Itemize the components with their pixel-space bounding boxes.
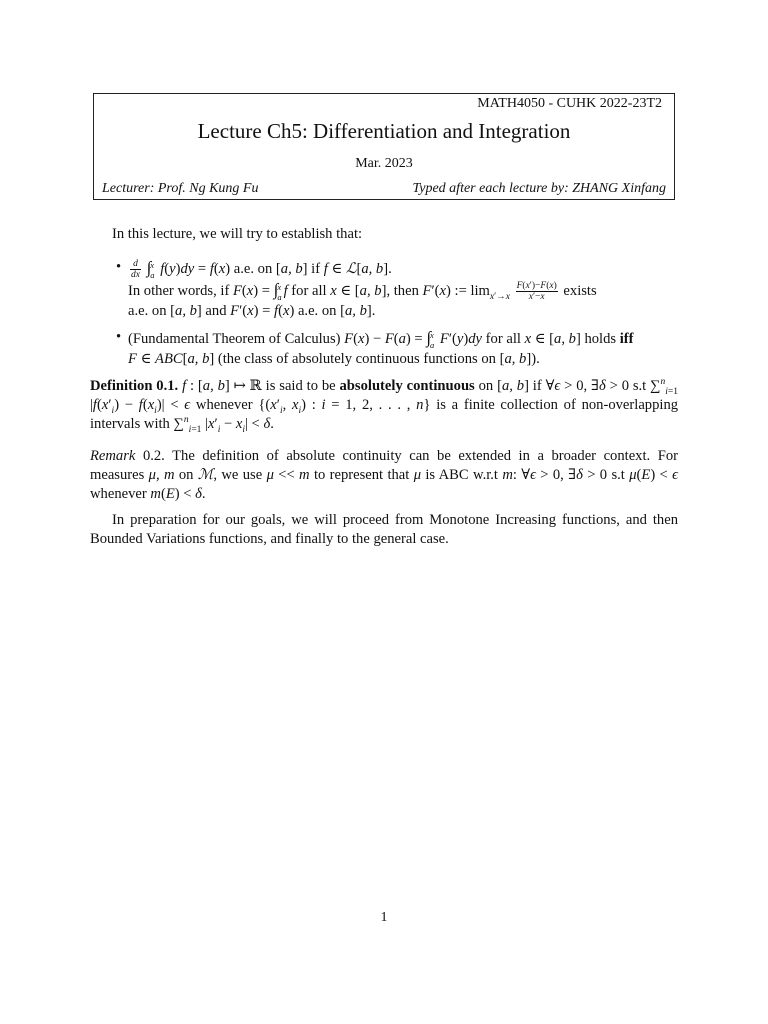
lecture-date: Mar. 2023 [355, 156, 413, 171]
bullet-body: (Fundamental Theorem of Calculus) F(x) − F(a) = ∫ x a F′(y)dy for all x ∈ [a, b] holds iff F ∈ ABC[a, b] (the class of absolutely continuous functions on [a, b]). [128, 328, 634, 367]
intro-paragraph: In this lecture, we will try to establish that: [112, 226, 363, 242]
bullet-icon: • [116, 259, 122, 275]
list-item-ftc [112, 328, 678, 369]
typist-credit: Typed after each lecture by: ZHANG Xinfang [412, 181, 666, 196]
remark-number: 0.2. [142, 448, 165, 464]
lecture-title: Lecture Ch5: Differentiation and Integration [197, 119, 571, 143]
lecturer-name: Lecturer: Prof. Ng Kung Fu [102, 181, 259, 196]
definition-paragraph: Definition 0.1. f : [a, b] ↦ ℝ is said to be absolutely continuous on [a, b] if ∀ϵ > 0, ∃δ > 0 s.t ∑$^n_{i=1}$ $|f(x'_i) - f(x_i)| < \epsilon$ whenever {($x'_i$, $x_i$) : i = 1, 2, . . . , n} is a finite collection of non-overlapping intervals with ∑$^n_{i=1}$ $|x'_i - x_i| < \delta$. [90, 377, 679, 435]
definition-label: Definition 0.1. [90, 378, 179, 394]
page-number: 1 [380, 910, 388, 925]
bullet-icon: • [116, 329, 122, 345]
bullet-body: $\frac{d}{dx}$ ∫ x a f(y)dy = f(x) a.e. on [a, b] if f ∈ ℒ[a, b]. In other words, if F(x) = ∫ x a f for all x ∈ [a, b], then F′(x) := $\lim_{x'\to x}$ $\frac{F(x')-F(x)}{x'-x}$ exists a.e. on [a, b] and F′(x) = f(x) a.e. on [a, b]. [128, 258, 597, 320]
list-item-differentiation [112, 258, 678, 321]
lecture-header-box [93, 93, 675, 200]
preparation-paragraph: In preparation for our goals, we will proceed from Monotone Increasing functions, and then Bounded Variations functions, and finally to the general case. [90, 512, 678, 547]
course-info: MATH4050 - CUHK 2022-23T2 [477, 96, 662, 111]
remark-label: Remark [90, 448, 136, 464]
remark-paragraph: Remark 0.2. The definition of absolute continuity can be extended in a broader context. For measures μ, m on ℳ, we use μ << m to represent that μ is ABC w.r.t m: ∀ϵ > 0, ∃δ > 0 s.t μ(E) < ϵ whenever m(E) < δ. [90, 448, 678, 502]
